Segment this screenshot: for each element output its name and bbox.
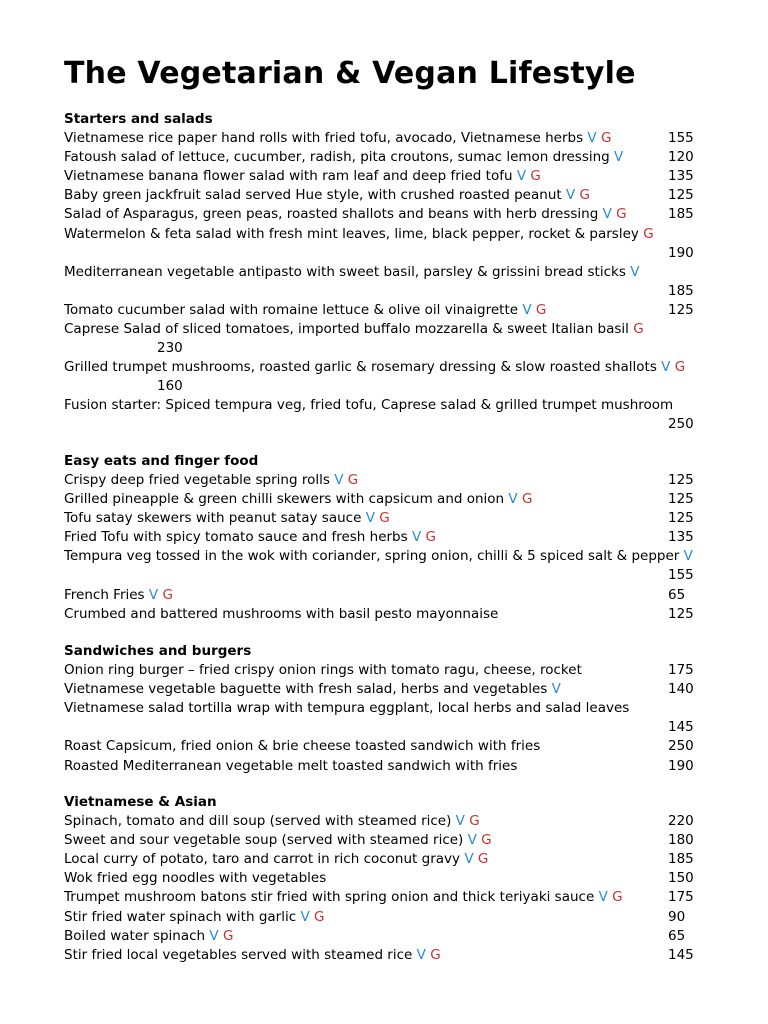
menu-item — [64, 225, 744, 263]
menu-item-name: Trumpet mushroom batons stir fried with spring onion and thick teriyaki sauce — [64, 889, 595, 906]
menu-item-name: Salad of Asparagus, green peas, roasted shallots and beans with herb dressing — [64, 206, 599, 223]
menu-item-price: 135 — [668, 168, 694, 185]
gluten-free-tag: G — [347, 472, 359, 488]
menu-item-price: 250 — [668, 416, 694, 433]
section-title: Easy eats and finger food — [64, 453, 259, 469]
vegan-tag: V — [587, 130, 597, 146]
menu-item-name: Vietnamese vegetable baguette with fresh salad, herbs and vegetables — [64, 681, 548, 698]
menu-item — [64, 129, 744, 148]
vegan-tag: V — [602, 206, 612, 223]
menu-item-name: Roasted Mediterranean vegetable melt toasted sandwich with fries — [64, 757, 518, 774]
menu-item — [64, 812, 744, 831]
menu-item — [64, 396, 744, 434]
menu-item-price: 185 — [668, 282, 694, 299]
menu-item-price: 220 — [668, 813, 694, 829]
gluten-free-tag: G — [481, 832, 492, 849]
menu-item-name: Stir fried local vegetables served with steamed rice — [64, 946, 413, 963]
menu-item — [64, 509, 744, 528]
menu-item-price: 120 — [668, 149, 694, 166]
menu-item-name: Crumbed and battered mushrooms with basil pesto mayonnaise — [64, 605, 499, 622]
menu-item-price: 125 — [668, 472, 694, 488]
gluten-free-tag: G — [313, 908, 325, 925]
menu-item-name: Vietnamese rice paper hand rolls with fried tofu, avocado, Vietnamese herbs — [64, 130, 584, 146]
gluten-free-tag: G — [469, 813, 480, 829]
gluten-free-tag: G — [521, 491, 533, 508]
gluten-free-tag: G — [535, 301, 547, 318]
menu-item-name: Tomato cucumber salad with romaine lettuce & olive oil vinaigrette — [64, 301, 519, 318]
vegan-tag: V — [630, 263, 640, 280]
menu-item-name: Sweet and sour vegetable soup (served with steamed rice) — [64, 832, 464, 849]
menu-item-name: Fusion starter: Spiced tempura veg, fried tofu, Caprese salad & grilled trumpet mushroom — [64, 397, 674, 414]
menu-item — [64, 850, 744, 869]
menu-item — [64, 205, 744, 224]
menu-item-name: Grilled pineapple & green chilli skewers with capsicum and onion — [64, 491, 505, 508]
vegan-tag: V — [416, 946, 426, 963]
gluten-free-tag: G — [530, 168, 541, 185]
gluten-free-tag: G — [674, 359, 686, 376]
menu-item-price: 185 — [668, 206, 694, 223]
gluten-free-tag: G — [379, 510, 390, 527]
menu-item-price: 155 — [668, 130, 694, 146]
menu-item — [64, 737, 744, 756]
menu-item-price: 190 — [668, 757, 694, 774]
menu-item — [64, 471, 744, 490]
menu-item-name: Onion ring burger – fried crispy onion rings with tomato ragu, cheese, rocket — [64, 662, 582, 678]
gluten-free-tag: G — [633, 321, 644, 337]
gluten-free-tag: G — [579, 187, 590, 204]
vegan-tag: V — [565, 187, 576, 204]
vegan-tag: V — [209, 927, 219, 944]
menu-item-price: 180 — [668, 832, 694, 849]
menu-item-name: Local curry of potato, taro and carrot in rich coconut gravy — [64, 851, 461, 868]
menu-item — [64, 946, 744, 965]
menu-item — [64, 699, 744, 737]
menu-item-name: Wok fried egg noodles with vegetables — [64, 870, 327, 887]
vegan-tag: V — [551, 681, 561, 698]
vegan-tag: V — [467, 832, 477, 849]
gluten-free-tag: G — [477, 851, 489, 868]
menu-item-name: Watermelon & feta salad with fresh mint leaves, lime, black pepper, rocket & parsley — [64, 225, 639, 242]
gluten-free-tag: G — [616, 206, 627, 223]
menu-item — [64, 358, 744, 396]
menu-item — [64, 757, 744, 776]
section-title: Starters and salads — [64, 111, 213, 127]
page-title: The Vegetarian & Vegan Lifestyle — [64, 56, 636, 91]
menu-item — [64, 547, 744, 585]
menu-item-price: 65 — [668, 586, 686, 603]
gluten-free-tag: G — [600, 130, 612, 146]
menu-item — [64, 301, 744, 320]
vegan-tag: V — [365, 510, 375, 527]
vegan-tag: V — [148, 586, 159, 603]
gluten-free-tag: G — [425, 529, 436, 546]
vegan-tag: V — [300, 908, 310, 925]
menu-item-name: Tofu satay skewers with peanut satay sauce — [64, 510, 362, 527]
menu-item — [64, 680, 744, 699]
menu-item — [64, 869, 744, 888]
gluten-free-tag: G — [612, 889, 623, 906]
vegan-tag: V — [683, 548, 693, 565]
menu-item — [64, 927, 744, 946]
section-title: Vietnamese & Asian — [64, 794, 217, 810]
menu-item-price: 155 — [668, 567, 694, 584]
menu-item — [64, 263, 744, 301]
vegan-tag: V — [522, 301, 532, 318]
menu-item-price: 125 — [668, 605, 694, 622]
menu-item-name: Crispy deep fried vegetable spring rolls — [64, 472, 330, 488]
menu-item-price: 175 — [668, 889, 694, 906]
menu-item — [64, 586, 744, 605]
menu-item-price: 65 — [668, 927, 686, 944]
gluten-free-tag: G — [430, 946, 441, 963]
menu-item — [64, 490, 744, 509]
menu-item-price: 125 — [668, 510, 694, 527]
menu-item — [64, 320, 744, 358]
menu-item-price: 125 — [668, 187, 694, 204]
vegan-tag: V — [464, 851, 474, 868]
menu-item-name: Tempura veg tossed in the wok with coriander, spring onion, chilli & 5 spiced salt & pepper — [64, 548, 680, 565]
menu-item — [64, 661, 744, 680]
menu-item-name: Vietnamese salad tortilla wrap with tempura eggplant, local herbs and salad leaves — [64, 700, 630, 717]
menu-item-name: Boiled water spinach — [64, 927, 206, 944]
menu-item — [64, 831, 744, 850]
menu-item-price: 145 — [668, 719, 694, 736]
menu-item — [64, 148, 744, 167]
vegan-tag: V — [614, 149, 624, 166]
vegan-tag: V — [334, 472, 344, 488]
menu-item-price: 175 — [668, 662, 694, 678]
menu-item-price: 150 — [668, 870, 694, 887]
section-title: Sandwiches and burgers — [64, 643, 252, 659]
menu-item-name: Mediterranean vegetable antipasto with sweet basil, parsley & grissini bread sticks — [64, 263, 626, 280]
menu-item-price: 185 — [668, 851, 694, 868]
menu-item-name: Fatoush salad of lettuce, cucumber, radish, pita croutons, sumac lemon dressing — [64, 149, 610, 166]
menu-item-price: 140 — [668, 681, 694, 698]
vegan-tag: V — [508, 491, 518, 508]
menu-item-price: 190 — [668, 244, 694, 261]
menu-item-price: 125 — [668, 491, 694, 508]
menu-item-name: French Fries — [64, 586, 145, 603]
menu-item — [64, 528, 744, 547]
menu-item-name: Stir fried water spinach with garlic — [64, 908, 297, 925]
menu-item-price: 230 — [157, 340, 183, 357]
vegan-tag: V — [598, 889, 608, 906]
menu-item-name: Roast Capsicum, fried onion & brie cheese toasted sandwich with fries — [64, 738, 541, 755]
vegan-tag: V — [411, 529, 422, 546]
menu-item-name: Vietnamese banana flower salad with ram leaf and deep fried tofu — [64, 168, 513, 185]
menu-item-name: Caprese Salad of sliced tomatoes, imported buffalo mozzarella & sweet Italian basil — [64, 321, 629, 337]
menu-item-name: Spinach, tomato and dill soup (served with steamed rice) — [64, 813, 452, 829]
menu-item-price: 145 — [668, 946, 694, 963]
gluten-free-tag: G — [162, 586, 173, 603]
menu-item-name: Grilled trumpet mushrooms, roasted garlic & rosemary dressing & slow roasted shallots — [64, 359, 657, 376]
menu-item-price: 135 — [668, 529, 694, 546]
menu-item — [64, 605, 744, 624]
menu-item-name: Baby green jackfruit salad served Hue style, with crushed roasted peanut — [64, 187, 562, 204]
gluten-free-tag: G — [643, 225, 654, 242]
menu-item-price: 125 — [668, 301, 694, 318]
menu-item-price: 250 — [668, 738, 694, 755]
menu-item — [64, 908, 744, 927]
menu-item — [64, 888, 744, 907]
menu-item — [64, 186, 744, 205]
menu-item-name: Fried Tofu with spicy tomato sauce and fresh herbs — [64, 529, 408, 546]
menu-item — [64, 167, 744, 186]
menu-item-price: 90 — [668, 908, 686, 925]
vegan-tag: V — [455, 813, 465, 829]
vegan-tag: V — [516, 168, 527, 185]
gluten-free-tag: G — [222, 927, 234, 944]
vegan-tag: V — [661, 359, 671, 376]
menu-item-price: 160 — [157, 378, 183, 395]
